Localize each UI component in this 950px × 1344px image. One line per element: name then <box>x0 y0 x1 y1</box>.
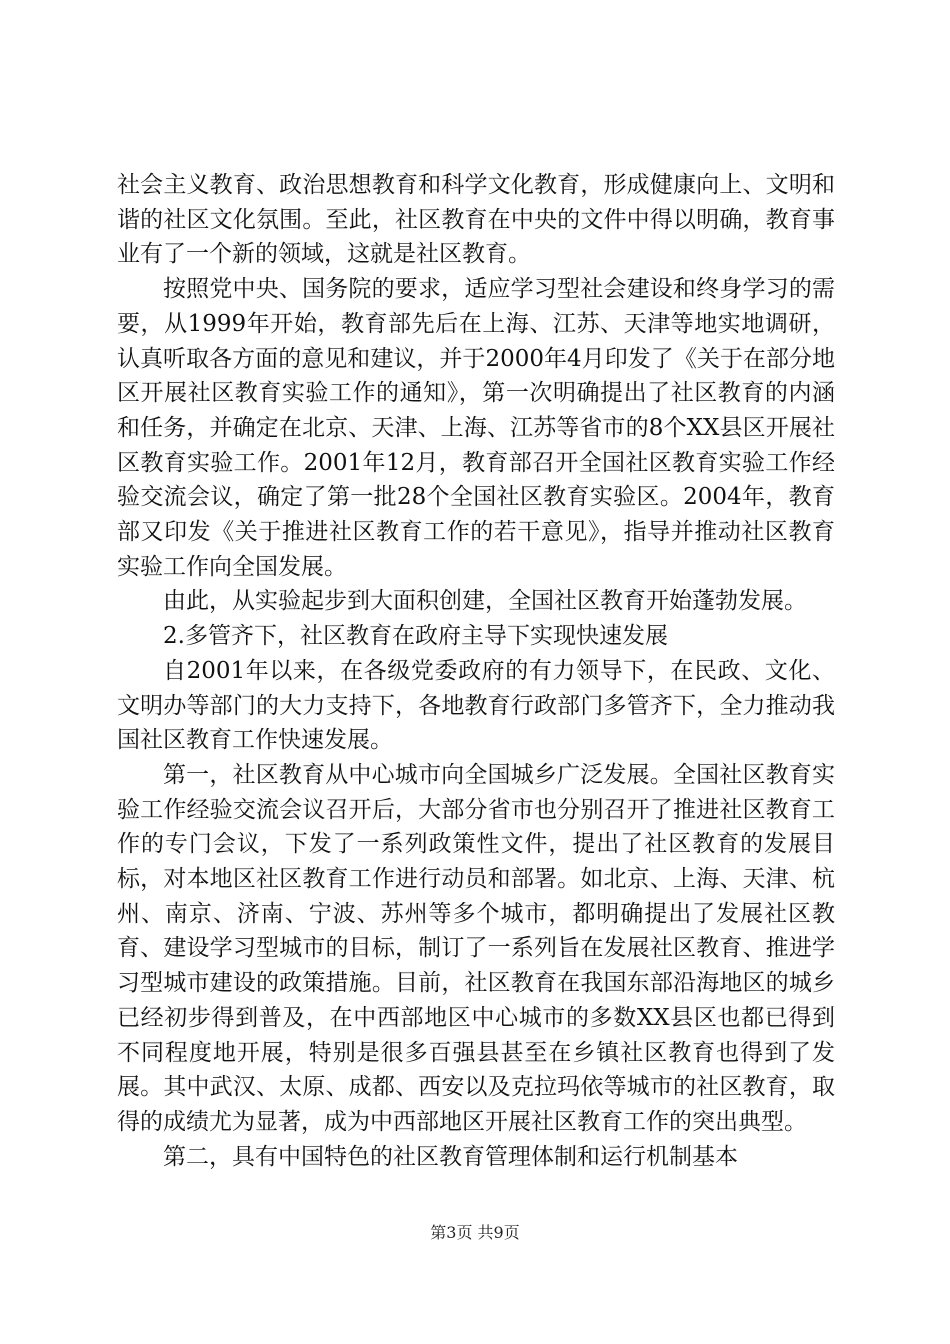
page-number-label: 第3页 共9页 <box>430 1223 520 1242</box>
paragraph-first-point: 第一，社区教育从中心城市向全国城乡广泛发展。全国社区教育实验工作经验交流会议召开后，大部分省市也分别召开了推进社区教育工作的专门会议，下发了一系列政策性文件，提出了社区教育的发展目标，对本地区社区教育工作进行动员和部署。如北京、上海、天津、杭州、南京、济南、宁波、苏州等多个城市，都明确提出了发展社区教育、建设学习型城市的目标，制订了一系列旨在发展社区教育、推进学习型城市建设的政策措施。目前，社区教育在我国东部沿海地区的城乡已经初步得到普及，在中西部地区中心城市的多数XX县区也都已得到不同程度地开展，特别是很多百强县甚至在乡镇社区教育也得到了发展。其中武汉、太原、成都、西安以及克拉玛依等城市的社区教育，取得的成绩尤为显著，成为中西部地区开展社区教育工作的突出典型。 <box>117 761 835 1135</box>
paragraph-experiment-history: 按照党中央、国务院的要求，适应学习型社会建设和终身学习的需要，从1999年开始，教育部先后在上海、江苏、天津等地实地调研，认真听取各方面的意见和建议，并于2000年4月印发了《关于在部分地区开展社区教育实验工作的通知》，第一次明确提出了社区教育的内涵和任务，并确定在北京、天津、上海、江苏等省市的8个XX县区开展社区教育实验工作。2001年12月，教育部召开全国社区教育实验工作经验交流会议，确定了第一批28个全国社区教育实验区。2004年，教育部又印发《关于推进社区教育工作的若干意见》，指导并推动社区教育实验工作向全国发展。 <box>117 276 835 580</box>
paragraph-summary: 由此，从实验起步到大面积创建，全国社区教育开始蓬勃发展。 <box>163 588 807 615</box>
section-heading: 2.多管齐下，社区教育在政府主导下实现快速发展 <box>163 623 668 650</box>
paragraph-second-point: 第二，具有中国特色的社区教育管理体制和运行机制基本 <box>163 1143 738 1170</box>
document-body <box>117 168 835 1174</box>
paragraph-continuation: 社会主义教育、政治思想教育和科学文化教育，形成健康向上、文明和谐的社区文化氛围。至此，社区教育在中央的文件中得以明确，教育事业有了一个新的领域，这就是社区教育。 <box>117 172 835 268</box>
paragraph-since-2001: 自2001年以来，在各级党委政府的有力领导下，在民政、文化、文明办等部门的大力支持下，各地教育行政部门多管齐下，全力推动我国社区教育工作快速发展。 <box>117 657 835 754</box>
page-footer <box>0 1223 950 1243</box>
